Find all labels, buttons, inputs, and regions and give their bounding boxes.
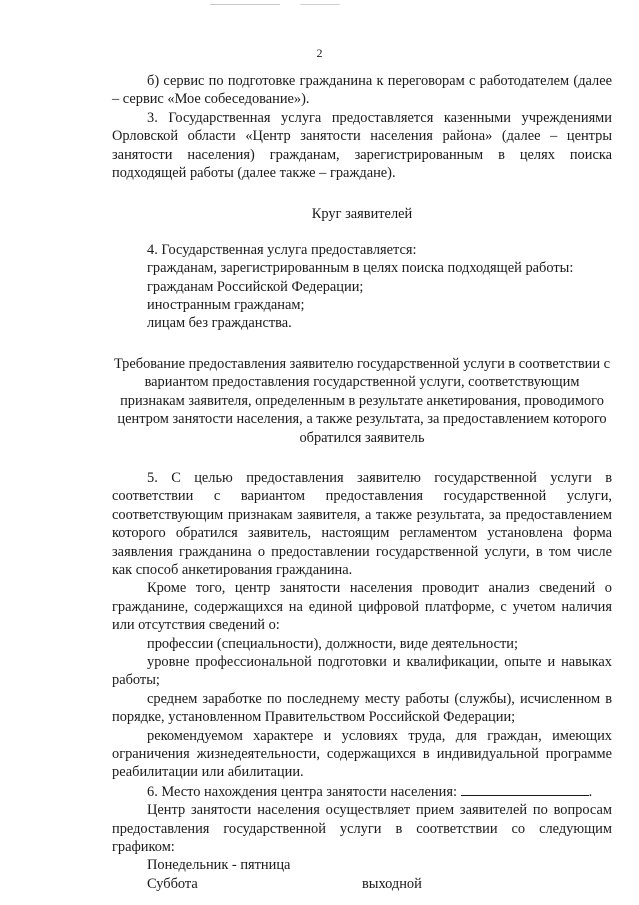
scan-artifact (300, 4, 340, 5)
document-body (112, 72, 612, 893)
requirement-heading: Требование предоставления заявителю государственной услуги в соответствии с вариантом предоставления государственной услуги, соответствующим признакам заявителя, определенным в результате анкетирования, проводимого центром занятости населения, а также результата, за предоставлением которого обратился заявитель (113, 355, 611, 446)
paragraph-6 (112, 782, 612, 801)
applicant-item: лицам без гражданства. (147, 315, 292, 332)
applicant-item: гражданам Российской Федерации; (147, 278, 364, 295)
schedule-hours: выходной (362, 875, 422, 892)
schedule-day: Понедельник - пятница (147, 857, 291, 874)
section-title: Круг заявителей (311, 206, 413, 223)
scan-artifact (210, 4, 280, 5)
paragraph-schedule-intro: Центр занятости населения осуществляет прием заявителей по вопросам предоставления государственной услуги в соответствии со следующим графиком: (112, 802, 612, 856)
analysis-item: профессии (специальности), должности, виде деятельности; (147, 635, 518, 652)
applicant-item: иностранным гражданам; (147, 297, 305, 314)
location-blank-field (461, 782, 589, 796)
applicant-item: гражданам, зарегистрированным в целях поиска подходящей работы: (147, 260, 574, 277)
location-period: . (588, 783, 593, 800)
analysis-item: уровне профессиональной подготовки и квалификации, опыте и навыках работы; (112, 653, 612, 689)
paragraph-4-intro: 4. Государственная услуга предоставляется: (147, 241, 417, 258)
schedule-row (112, 856, 612, 874)
location-label: 6. Место нахождения центра занятости населения: (147, 783, 457, 800)
paragraph-3: 3. Государственная услуга предоставляется казенными учреждениями Орловской области «Центр занятости населения района» (далее – центры занятости населения) гражданам, зарегистрированным в целях поиска подходящей работы (далее также – граждане). (112, 109, 612, 182)
paragraph-5: 5. С целью предоставления заявителю государственной услуги в соответствии с вариантом предоставления государственной услуги, соответствующим признакам заявителя, а также результата, за предоставлением которого обратился заявитель, настоящим регламентом установлена форма заявления гражданина о предоставлении государственной услуги, в том числе как способ анкетирования гражданина. (112, 469, 612, 578)
paragraph-service-b: б) сервис по подготовке гражданина к переговорам с работодателем (далее – сервис «Мое собеседование»). (112, 73, 612, 108)
analysis-item: среднем заработке по последнему месту работы (службы), исчисленном в порядке, установленном Правительством Российской Федерации; (112, 690, 612, 726)
page-number: 2 (316, 46, 323, 60)
schedule-row (112, 875, 612, 893)
paragraph-analysis: Кроме того, центр занятости населения проводит анализ сведений о гражданине, содержащихся на единой цифровой платформе, с учетом наличия или отсутствия сведений о: (112, 580, 612, 634)
analysis-item: рекомендуемом характере и условиях труда, для граждан, имеющих ограничения жизнедеятельности, содержащихся в индивидуальной программе реабилитации или абилитации. (112, 727, 612, 781)
applicants-list (112, 241, 612, 333)
schedule-day: Суббота (147, 875, 198, 892)
